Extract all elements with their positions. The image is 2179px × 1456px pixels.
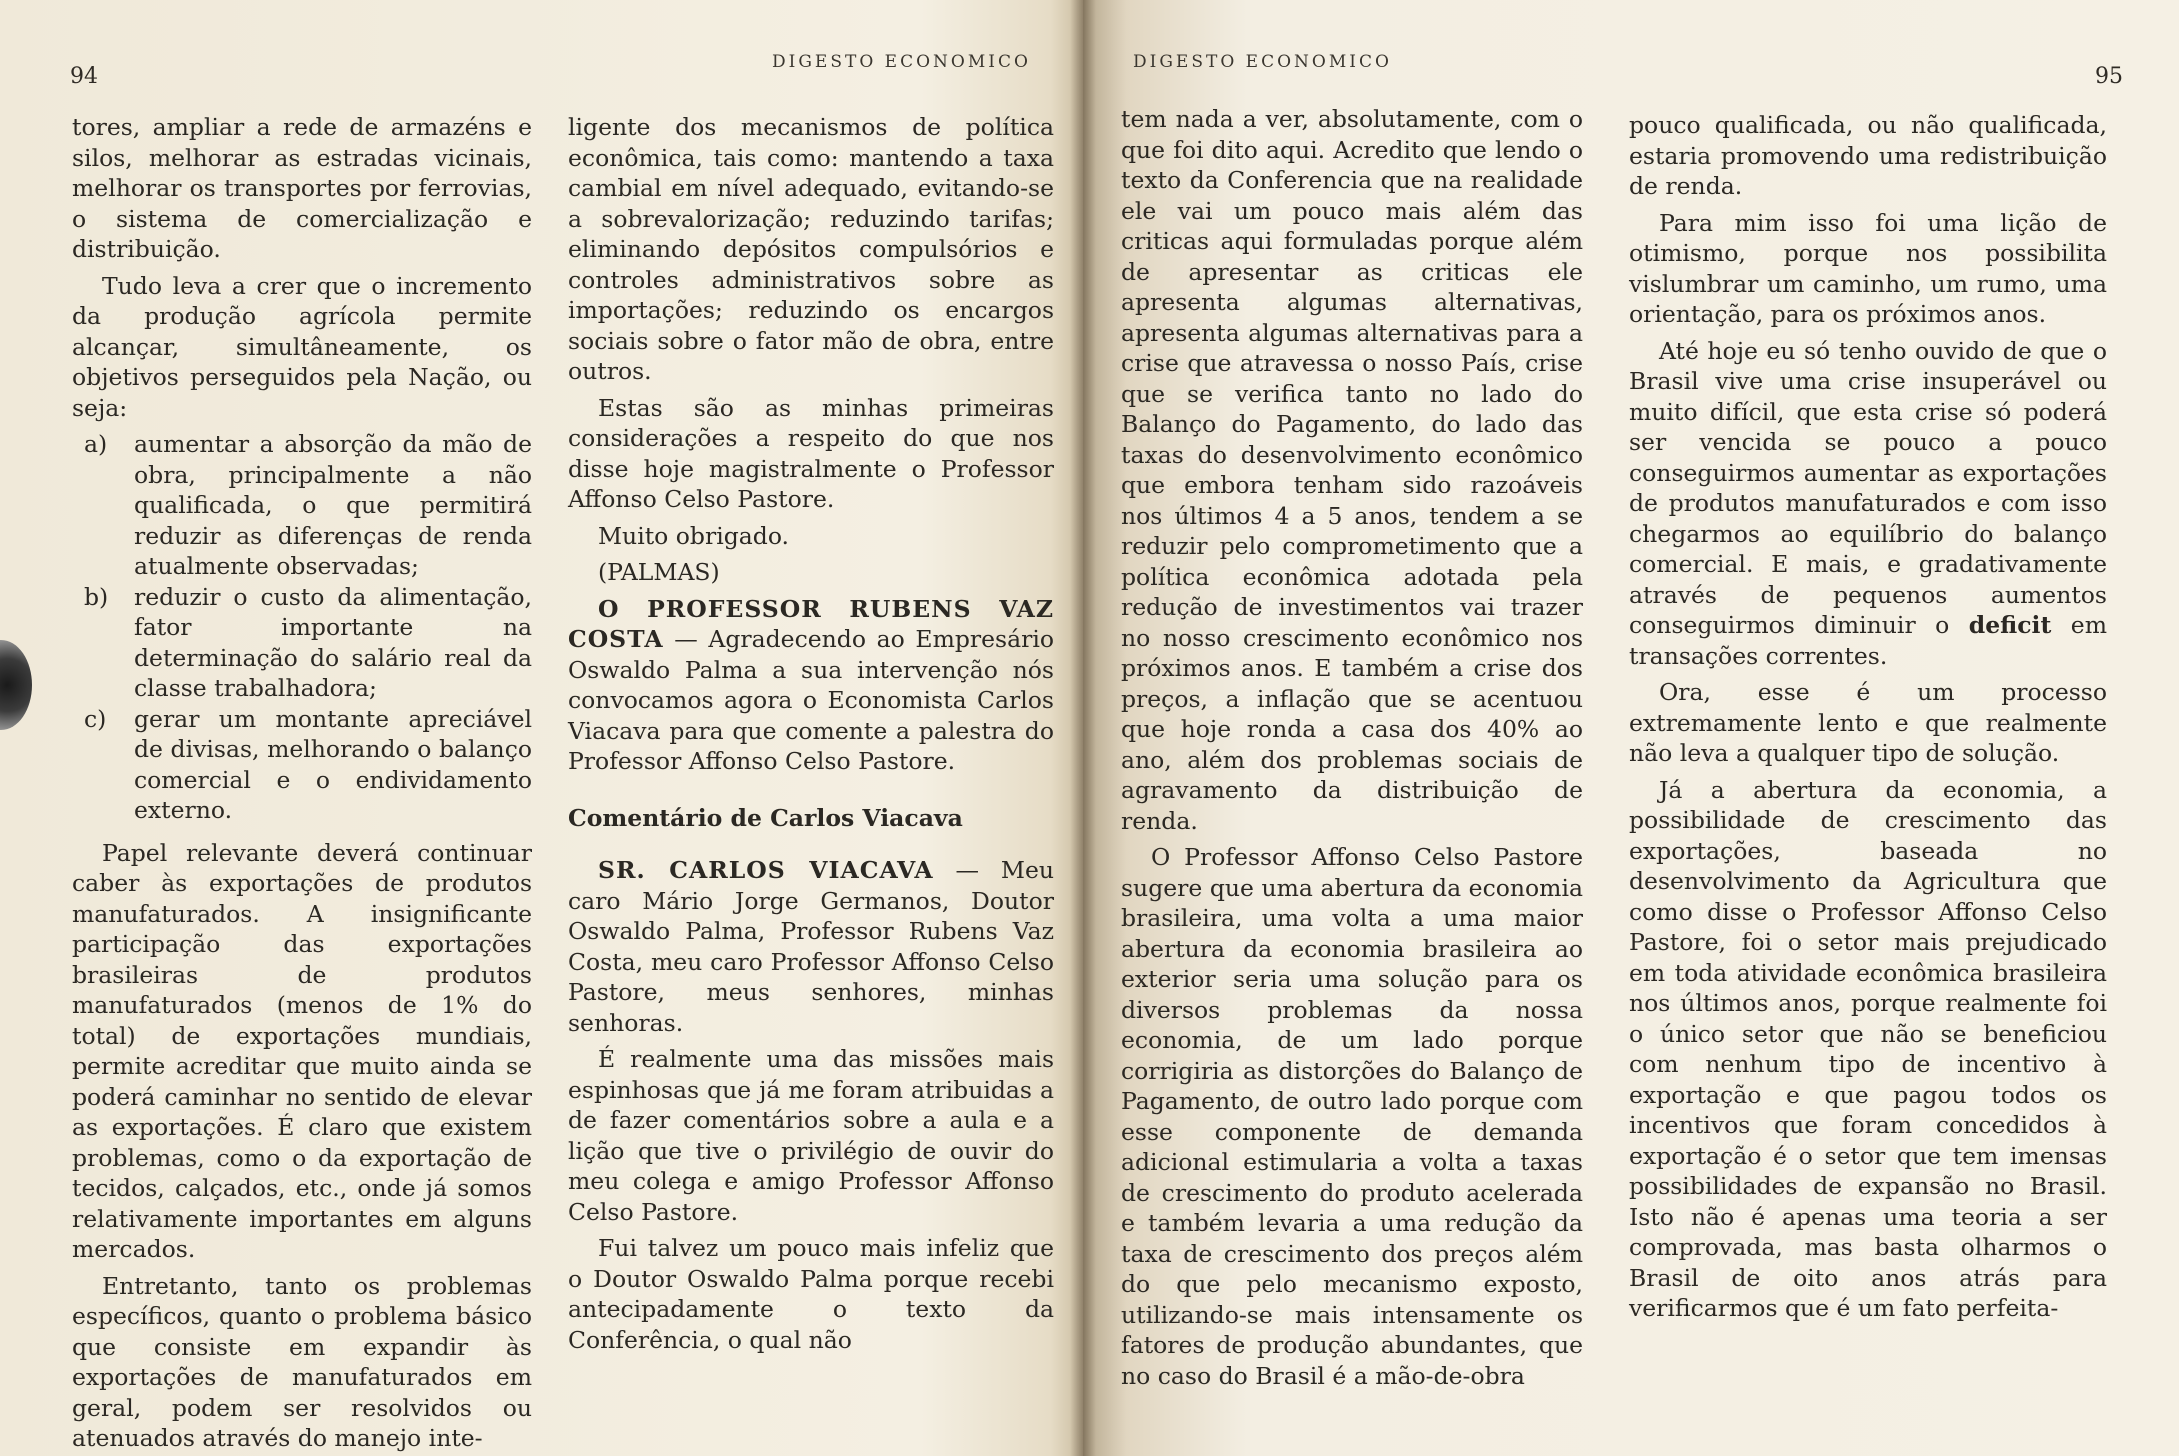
applause-line: (PALMAS) [598, 558, 720, 586]
speaker-paragraph [568, 855, 1054, 1038]
paragraph [1629, 336, 2107, 672]
list-text: aumentar a absorção da mão de obra, principalmente a não qualificada, o que permitirá reduzir as diferenças de renda atualmente observadas; [134, 430, 532, 580]
page-number: 94 [70, 64, 98, 89]
book-gutter [1070, 0, 1096, 1456]
paragraph: ligente dos mecanismos de política econômica, tais como: mantendo a taxa cambial em nível adequado, evitando-se a sobrevalorização; reduzindo tarifas; eliminando depósitos compulsórios e controles administrativos sobre as importações; reduzindo os encargos sociais sobre o fator mão de obra, entre outros. [568, 113, 1054, 385]
list-text: reduzir o custo da alimentação, fator importante na determinação do salário real da classe trabalhadora; [134, 582, 532, 702]
right-page [1083, 0, 2179, 1456]
list-item [72, 429, 532, 582]
paragraph: tores, ampliar a rede de armazéns e silos, melhorar as estradas vicinais, melhorar os transportes por ferrovias, o sistema de comercialização e distribuição. [72, 113, 532, 263]
text-run: Até hoje eu só tenho ouvido de que o Brasil vive uma crise insuperável ou muito difícil, que esta crise só poderá ser vencida se pouco a pouco conseguirmos aumentar as exportações de produtos manufaturados e com isso chegarmos ao equilíbrio do balanço comercial. E mais, e gradativamente através de pequenos aumentos conseguirmos diminuir o [1629, 336, 2107, 639]
paragraph: Papel relevante deverá continuar caber às exportações de produtos manufaturados. A insignificante participação das exportações brasileiras de produtos manufaturados (menos de 1% do total) de exportações mundiais, permite acreditar que muito ainda se poderá caminhar no sentido de elevar as exportações. É claro que existem problemas, como o da exportação de tecidos, calçados, etc., onde já somos relativamente importantes em alguns mercados. [72, 838, 532, 1263]
emphasized-term: deficit [1968, 611, 2052, 639]
list-text: gerar um montante apreciável de divisas, melhorando o balanço comercial e o endividamento externo. [134, 704, 532, 824]
left-column-1 [72, 112, 532, 1456]
list-label: c) [84, 704, 107, 733]
paragraph: Tudo leva a crer que o incremento da produção agrícola permite alcançar, simultâneamente, os objetivos perseguidos pela Nação, ou seja: [72, 271, 532, 422]
binding-hole [0, 640, 32, 730]
right-column-2 [1629, 110, 2107, 1330]
paragraph: O Professor Affonso Celso Pastore sugere que uma abertura da economia brasileira, uma volta a uma maior abertura da economia brasileira ao exterior seria uma solução para os diversos problemas da nossa economia, de um lado porque corrigiria as distorções do Balanço de Pagamento, de outro lado porque com esse componente de demanda adicional estimularia a volta a taxas de crescimento do produto acelerada e também levaria a uma redução da taxa de crescimento dos preços além do que pelo mecanismo exposto, utilizando-se mais intensamente os fatores de produção abundantes, que no caso do Brasil é a mão-de-obra [1121, 843, 1583, 1390]
left-page [0, 0, 1083, 1456]
section-heading: Comentário de Carlos Viacava [568, 803, 963, 832]
text-run: em transações correntes. [1629, 611, 2107, 670]
running-header: DIGESTO ECONOMICO [1133, 52, 1392, 72]
thanks-line: Muito obrigado. [598, 521, 790, 550]
objectives-list [72, 429, 532, 826]
list-item [72, 582, 532, 704]
list-label: b) [84, 582, 109, 611]
speaker-name: O PROFESSOR RUBENS VAZ COSTA [568, 594, 1054, 653]
right-column-1 [1121, 104, 1583, 1397]
speaker-text: — Meu caro Mário Jorge Germanos, Doutor Oswaldo Palma, Professor Rubens Vaz Costa, meu caro Professor Affonso Celso Pastore, meus senhores, minhas senhoras. [568, 856, 1054, 1037]
paragraph: tem nada a ver, absolutamente, com o que foi dito aqui. Acredito que lendo o texto da Conferencia que na realidade ele vai um pouco mais além das criticas aqui formuladas porque além de apresentar as criticas ele apresenta algumas alternativas, apresenta algumas alternativas para a crise que atravessa o nosso País, crise que se verifica tanto no lado do Balanço do Pagamento, do lado das taxas do desenvolvimento econômico que embora tenham sido razoáveis nos últimos 4 a 5 anos, tendem a se reduzir pelo comprometimento que a política econômica adotada pela redução de investimentos vai trazer no nosso crescimento econômico nos próximos anos. E também a crise dos preços, a inflação que se acentuou que hoje ronda a casa dos 40% ao ano, além dos problemas sociais de agravamento da distribuição de renda. [1121, 105, 1583, 835]
paragraph: Estas são as minhas primeiras considerações a respeito do que nos disse hoje magistralmente o Professor Affonso Celso Pastore. [568, 393, 1054, 513]
page-number: 95 [2095, 64, 2123, 89]
paragraph: Já a abertura da economia, a possibilidade de crescimento das exportações, baseada no desenvolvimento da Agricultura que como disse o Professor Affonso Celso Pastore, foi o setor mais prejudicado em toda atividade econômica brasileira nos últimos anos, porque realmente foi o único setor que não se beneficiou com nenhum tipo de incentivo à exportação e que pagou todos os incentivos que foram concedidos à exportação é o setor que tem imensas possibilidades de expansão no Brasil. Isto não é apenas uma teoria a ser comprovada, mas basta olharmos o Brasil de oito anos atrás para verificarmos que é um fato perfeita- [1629, 775, 2107, 1322]
paragraph: Ora, esse é um processo extremamente lento e que realmente não leva a qualquer tipo de solução. [1629, 678, 2107, 767]
speaker-paragraph [568, 594, 1054, 777]
paragraph: pouco qualificada, ou não qualificada, estaria promovendo uma redistribuição de renda. [1629, 111, 2107, 200]
list-label: a) [84, 430, 108, 458]
left-column-2 [568, 112, 1054, 1361]
paragraph: Para mim isso foi uma lição de otimismo, porque nos possibilita vislumbrar um caminho, um rumo, uma orientação, para os próximos anos. [1629, 208, 2107, 328]
paragraph: É realmente uma das missões mais espinhosas que já me foram atribuidas a de fazer comentários sobre a aula e a lição que tive o privilégio de ouvir do meu colega e amigo Professor Affonso Celso Pastore. [568, 1045, 1054, 1226]
paragraph: Fui talvez um pouco mais infeliz que o Doutor Oswaldo Palma porque recebi antecipadamente o texto da Conferência, o qual não [568, 1234, 1054, 1354]
speaker-text: — Agradecendo ao Empresário Oswaldo Palma a sua intervenção nós convocamos agora o Economista Carlos Viacava para que comente a palestra do Professor Affonso Celso Pastore. [568, 625, 1054, 775]
paragraph: Entretanto, tanto os problemas específicos, quanto o problema básico que consiste em expandir às exportações de manufaturados em geral, podem ser resolvidos ou atenuados através do manejo inte- [72, 1271, 532, 1452]
list-item [72, 704, 532, 826]
speaker-name: SR. CARLOS VIACAVA [598, 856, 934, 884]
running-header: DIGESTO ECONOMICO [772, 52, 1031, 72]
